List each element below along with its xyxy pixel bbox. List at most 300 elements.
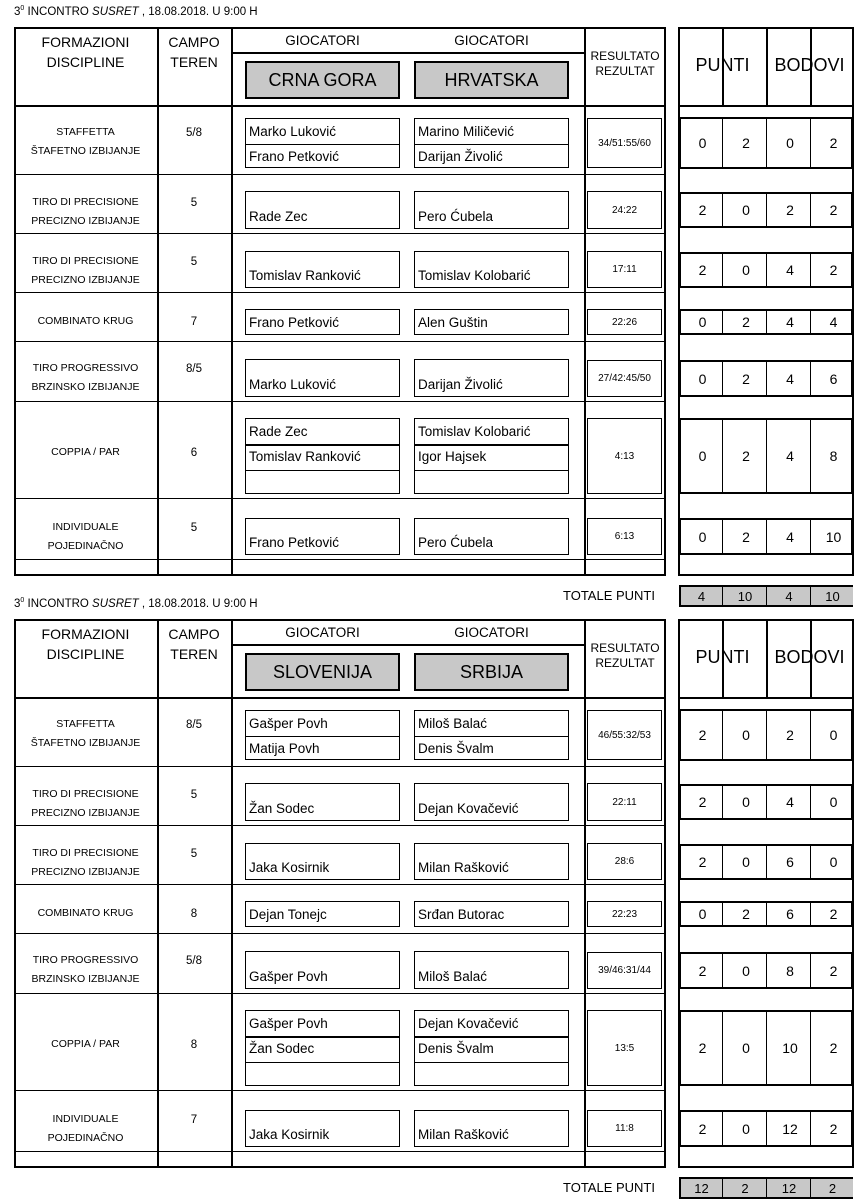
points-cell: 6 xyxy=(786,854,794,870)
points-divider xyxy=(810,711,811,759)
title-italic: SUSRET xyxy=(92,5,139,18)
score-box xyxy=(587,952,662,989)
score-value: 28:6 xyxy=(614,856,635,867)
points-box xyxy=(679,518,853,555)
player-box-a xyxy=(245,191,400,229)
totale-divider xyxy=(722,1179,723,1197)
points-cell: 2 xyxy=(742,135,750,151)
discipline-line-1: TIRO DI PRECISIONE xyxy=(32,255,139,267)
column-divider xyxy=(584,619,586,1168)
player-box-a xyxy=(245,951,400,989)
player-name: Marko Luković xyxy=(249,124,337,139)
campo-header xyxy=(157,32,231,72)
points-divider xyxy=(722,954,723,987)
campo-value: 5 xyxy=(190,255,198,268)
discipline-line-1: STAFFETTA xyxy=(56,718,115,730)
header-divider xyxy=(14,105,666,107)
points-divider xyxy=(766,362,767,395)
title-superscript: 0 xyxy=(20,5,25,12)
campo-value: 5 xyxy=(190,788,198,801)
row-separator xyxy=(14,292,666,293)
campo-value: 6 xyxy=(190,446,198,459)
player-divider xyxy=(415,736,568,737)
points-box xyxy=(679,784,853,820)
row-separator xyxy=(14,1151,666,1152)
points-cell: 2 xyxy=(698,794,707,810)
column-divider xyxy=(157,27,159,576)
points-cell: 8 xyxy=(829,448,838,464)
player-name: Gašper Povh xyxy=(249,716,328,731)
points-divider xyxy=(766,119,767,167)
points-divider xyxy=(810,1012,811,1084)
teren-label: TEREN xyxy=(170,54,218,70)
campo-label: CAMPO xyxy=(168,34,220,50)
section-title xyxy=(14,5,258,18)
player-name: Žan Sodec xyxy=(249,1041,315,1057)
points-divider xyxy=(766,846,767,878)
player-name: Milan Rašković xyxy=(418,859,509,875)
row-separator xyxy=(14,825,666,826)
player-divider xyxy=(246,736,399,737)
player-box-b xyxy=(414,783,569,821)
points-cell: 2 xyxy=(829,262,838,278)
player-box-a xyxy=(245,118,400,168)
row-separator xyxy=(14,233,666,234)
totale-cell: 2 xyxy=(724,1179,766,1197)
score-box xyxy=(587,251,662,288)
title-text: INCONTRO xyxy=(24,5,93,18)
score-value: 22:23 xyxy=(611,908,638,920)
discipline-label: DISCIPLINE xyxy=(46,646,125,662)
row-separator xyxy=(14,884,666,885)
score-value: 46/55:32/53 xyxy=(598,729,651,741)
formazioni-label: FORMAZIONI xyxy=(41,34,130,50)
player-divider xyxy=(415,444,568,445)
score-value: 11:8 xyxy=(615,1123,634,1134)
formazioni-header xyxy=(14,32,157,72)
score-value: 17:11 xyxy=(612,264,637,275)
discipline-cell xyxy=(14,193,157,231)
title-superscript: 0 xyxy=(20,597,25,604)
player-name: Rade Zec xyxy=(249,208,308,224)
campo-value: 8 xyxy=(190,1038,198,1051)
points-box xyxy=(679,117,853,169)
points-cell: 0 xyxy=(742,1120,750,1137)
header-divider xyxy=(678,105,854,107)
points-box xyxy=(679,709,853,761)
totale-label: TOTALE PUNTI xyxy=(563,588,655,603)
section-title xyxy=(14,597,258,610)
points-cell: 2 xyxy=(698,202,707,218)
points-divider xyxy=(722,311,723,333)
points-cell: 0 xyxy=(698,906,707,922)
discipline-line-1: TIRO DI PRECISIONE xyxy=(32,788,139,800)
player-divider xyxy=(246,444,399,445)
points-cell: 4 xyxy=(786,370,794,387)
match-section xyxy=(0,592,859,1196)
points-divider xyxy=(810,1112,811,1145)
player-divider xyxy=(246,470,399,471)
discipline-line-2: PRECIZNO IZBIJANJE xyxy=(31,215,140,227)
campo-value: 5 xyxy=(190,521,198,534)
title-text: INCONTRO xyxy=(24,597,93,610)
points-box xyxy=(679,192,853,228)
points-cell: 0 xyxy=(742,794,750,810)
player-box-b xyxy=(414,1110,569,1147)
points-box xyxy=(679,952,853,989)
score-box xyxy=(587,518,662,555)
score-value: 22:26 xyxy=(611,316,638,328)
player-name: Tomislav Ranković xyxy=(249,449,361,465)
discipline-cell xyxy=(14,312,157,331)
player-name: Matija Povh xyxy=(249,741,320,756)
punti-header: PUNTI xyxy=(695,646,750,667)
points-cell: 0 xyxy=(742,727,750,743)
points-divider xyxy=(722,420,723,492)
points-cell: 2 xyxy=(829,906,838,922)
team-a-name: CRNA GORA xyxy=(245,61,400,99)
row-separator xyxy=(14,1090,666,1091)
campo-label: CAMPO xyxy=(168,626,220,642)
points-divider xyxy=(722,520,723,553)
points-cell: 4 xyxy=(786,448,794,464)
player-name: Denis Švalm xyxy=(418,741,494,756)
discipline-cell xyxy=(14,715,157,753)
formazioni-label: FORMAZIONI xyxy=(41,626,130,642)
points-cell: 2 xyxy=(829,1040,838,1056)
campo-header xyxy=(157,624,231,664)
points-divider xyxy=(766,520,767,553)
discipline-cell xyxy=(14,359,157,397)
points-cell: 2 xyxy=(698,854,707,870)
player-name: Miloš Balać xyxy=(418,716,488,731)
player-name: Dejan Kovačević xyxy=(418,1016,519,1032)
score-box xyxy=(587,360,662,397)
player-name: Gašper Povh xyxy=(249,1016,328,1032)
player-name: Srđan Butorac xyxy=(418,906,505,922)
points-divider xyxy=(766,786,767,818)
player-name: Marino Miličević xyxy=(418,124,515,139)
header-divider xyxy=(678,697,854,699)
campo-value: 8/5 xyxy=(186,362,202,375)
rezultat-label: REZULTAT xyxy=(595,656,655,670)
points-divider xyxy=(722,194,723,226)
points-cell: 2 xyxy=(698,962,707,979)
points-box xyxy=(679,844,853,880)
points-cell: 0 xyxy=(698,135,707,151)
points-divider xyxy=(810,362,811,395)
points-cell: 0 xyxy=(829,854,838,870)
discipline-line-2: PRECIZNO IZBIJANJE xyxy=(31,866,140,878)
player-box-b xyxy=(414,309,569,335)
discipline-line-1: COPPIA / PAR xyxy=(51,1038,120,1050)
bodovi-header: BODOVI xyxy=(774,646,845,667)
discipline-cell xyxy=(14,443,157,462)
points-divider xyxy=(810,194,811,226)
points-cell: 0 xyxy=(698,528,707,545)
discipline-cell xyxy=(14,123,157,161)
resultato-header xyxy=(584,49,666,79)
giocatori-b-label: GIOCATORI xyxy=(454,625,529,640)
points-cell: 10 xyxy=(825,528,842,545)
player-divider xyxy=(415,144,568,145)
points-cell: 2 xyxy=(742,528,750,545)
discipline-line-2: ŠTAFETNO IZBIJANJE xyxy=(30,145,141,157)
points-divider xyxy=(722,786,723,818)
points-cell: 2 xyxy=(829,1120,838,1137)
row-separator xyxy=(14,174,666,175)
discipline-cell xyxy=(14,951,157,989)
player-name: Milan Rašković xyxy=(418,1126,509,1142)
discipline-line-2: ŠTAFETNO IZBIJANJE xyxy=(30,737,141,749)
player-box-b xyxy=(414,359,569,397)
row-separator xyxy=(14,341,666,342)
giocatori-a-label: GIOCATORI xyxy=(285,625,360,640)
points-divider xyxy=(766,420,767,492)
points-box xyxy=(679,1110,853,1147)
points-cell: 2 xyxy=(786,727,794,743)
player-divider xyxy=(415,1036,568,1037)
points-divider xyxy=(810,254,811,286)
points-cell: 4 xyxy=(829,314,838,330)
points-divider xyxy=(766,903,767,925)
score-value: 4:13 xyxy=(614,450,635,462)
totale-cell: 4 xyxy=(681,587,722,605)
player-divider xyxy=(246,1062,399,1063)
points-cell: 0 xyxy=(742,202,750,218)
player-name: Gašper Povh xyxy=(249,968,328,984)
player-name: Pero Ćubela xyxy=(418,208,494,224)
player-box-b xyxy=(414,951,569,989)
points-cell: 2 xyxy=(698,1120,707,1137)
points-cell: 8 xyxy=(786,962,794,979)
player-divider xyxy=(246,144,399,145)
points-cell: 6 xyxy=(786,906,794,922)
points-cell: 2 xyxy=(698,1040,707,1056)
points-cell: 2 xyxy=(786,202,794,218)
points-cell: 2 xyxy=(829,202,838,218)
points-divider xyxy=(810,420,811,492)
points-cell: 0 xyxy=(829,794,838,810)
row-separator xyxy=(14,498,666,499)
score-box xyxy=(587,710,662,760)
player-name xyxy=(246,1062,399,1087)
player-box-b xyxy=(414,843,569,880)
points-cell: 0 xyxy=(698,448,707,464)
formazioni-header xyxy=(14,624,157,664)
title-date: , 18.08.2018. U 9:00 H xyxy=(138,597,258,610)
points-cell: 2 xyxy=(742,314,750,330)
player-name: Alen Guštin xyxy=(418,314,488,330)
player-box-b xyxy=(414,901,569,927)
player-box-b xyxy=(414,118,569,168)
player-name: Frano Petković xyxy=(249,149,340,164)
giocatori-divider xyxy=(231,52,584,54)
player-box-a xyxy=(245,1110,400,1147)
discipline-cell xyxy=(14,844,157,882)
column-divider xyxy=(231,27,233,576)
points-box xyxy=(679,1010,853,1086)
score-value: 6:13 xyxy=(614,531,635,542)
totale-box xyxy=(679,1177,853,1199)
player-name: Jaka Kosirnik xyxy=(249,859,330,875)
campo-value: 5/8 xyxy=(186,126,202,139)
discipline-line-2: BRZINSKO IZBIJANJE xyxy=(31,973,140,985)
resultato-header xyxy=(584,641,666,671)
giocatori-divider xyxy=(231,644,584,646)
points-cell: 2 xyxy=(698,262,707,278)
column-divider xyxy=(231,619,233,1168)
discipline-cell xyxy=(14,904,157,923)
player-box-a xyxy=(245,710,400,760)
player-box-b xyxy=(414,251,569,288)
punti-header: PUNTI xyxy=(695,54,750,75)
player-box-a xyxy=(245,783,400,821)
team-b-name: HRVATSKA xyxy=(414,61,569,99)
player-name: Miloš Balać xyxy=(418,968,488,984)
points-cell: 4 xyxy=(786,528,794,545)
totale-divider xyxy=(766,1179,767,1197)
discipline-line-2: POJEDINAČNO xyxy=(47,540,124,552)
player-name: Tomislav Kolobarić xyxy=(418,424,531,440)
discipline-line-2: PRECIZNO IZBIJANJE xyxy=(31,274,140,286)
score-box xyxy=(587,118,662,168)
discipline-line-1: COMBINATO KRUG xyxy=(37,907,134,919)
points-cell: 2 xyxy=(829,135,838,151)
discipline-line-1: TIRO PROGRESSIVO xyxy=(32,954,139,966)
discipline-cell xyxy=(14,1035,157,1054)
team-b-name: SRBIJA xyxy=(414,653,569,691)
score-box xyxy=(587,843,662,880)
points-divider xyxy=(766,711,767,759)
points-cell: 10 xyxy=(782,1040,798,1056)
player-divider xyxy=(415,470,568,471)
points-box xyxy=(679,901,853,927)
player-name: Tomislav Kolobarić xyxy=(418,267,531,283)
points-divider xyxy=(722,1112,723,1145)
totale-label: TOTALE PUNTI xyxy=(563,1180,655,1195)
points-cell: 4 xyxy=(786,314,794,330)
score-value: 24:22 xyxy=(611,204,638,216)
campo-value: 7 xyxy=(190,315,198,328)
player-name: Tomislav Ranković xyxy=(249,267,361,283)
points-divider xyxy=(722,1012,723,1084)
totale-cell: 4 xyxy=(768,587,810,605)
score-value: 34/51:55/60 xyxy=(598,137,651,149)
points-cell: 0 xyxy=(786,135,794,151)
score-value: 22:11 xyxy=(612,796,637,808)
player-box-b xyxy=(414,191,569,229)
points-cell: 0 xyxy=(742,854,750,870)
points-cell: 0 xyxy=(742,962,750,979)
points-cell: 0 xyxy=(698,370,707,387)
discipline-label: DISCIPLINE xyxy=(46,54,125,70)
row-separator xyxy=(14,933,666,934)
score-box xyxy=(587,783,662,821)
points-cell: 0 xyxy=(829,727,838,743)
campo-value: 5 xyxy=(190,196,198,209)
points-divider xyxy=(810,954,811,987)
points-cell: 0 xyxy=(698,314,707,330)
column-divider xyxy=(584,27,586,576)
score-box xyxy=(587,1010,662,1086)
points-divider xyxy=(722,362,723,395)
points-cell: 6 xyxy=(829,370,838,387)
points-cell: 0 xyxy=(742,262,750,278)
points-cell: 2 xyxy=(698,727,707,743)
discipline-cell xyxy=(14,785,157,823)
giocatori-a-label: GIOCATORI xyxy=(285,33,360,48)
discipline-line-1: COMBINATO KRUG xyxy=(37,315,134,327)
player-box-a xyxy=(245,418,400,494)
points-box xyxy=(679,360,853,397)
player-box-a xyxy=(245,518,400,555)
player-name: Frano Petković xyxy=(249,534,340,550)
totale-cell: 10 xyxy=(812,587,853,605)
points-divider xyxy=(810,119,811,167)
points-cell: 4 xyxy=(786,794,794,810)
player-name: Rade Zec xyxy=(249,424,308,440)
row-separator xyxy=(14,559,666,560)
discipline-line-1: INDIVIDUALE xyxy=(52,521,119,533)
player-name: Dejan Kovačević xyxy=(418,800,519,816)
discipline-line-1: TIRO DI PRECISIONE xyxy=(32,196,139,208)
rezultat-label: REZULTAT xyxy=(595,64,655,78)
score-box xyxy=(587,418,662,494)
score-box xyxy=(587,309,662,335)
player-name: Marko Luković xyxy=(249,376,337,392)
player-name: Igor Hajsek xyxy=(418,449,487,465)
discipline-line-2: BRZINSKO IZBIJANJE xyxy=(31,381,140,393)
title-number: 3 xyxy=(14,597,21,610)
score-value: 27/42:45/50 xyxy=(598,373,651,384)
points-divider xyxy=(766,194,767,226)
player-box-b xyxy=(414,1010,569,1086)
discipline-line-2: PRECIZNO IZBIJANJE xyxy=(31,807,140,819)
row-separator xyxy=(14,401,666,402)
title-number: 3 xyxy=(14,5,21,18)
player-name xyxy=(415,470,568,495)
resultato-label: RESULTATO xyxy=(590,641,660,655)
points-divider xyxy=(766,254,767,286)
points-divider xyxy=(766,311,767,333)
discipline-line-1: TIRO PROGRESSIVO xyxy=(32,362,139,374)
player-name: Žan Sodec xyxy=(249,800,315,816)
points-divider xyxy=(722,846,723,878)
points-divider xyxy=(722,903,723,925)
points-divider xyxy=(766,1112,767,1145)
totale-cell: 12 xyxy=(681,1179,722,1197)
points-cell: 2 xyxy=(742,448,750,464)
player-name: Darijan Živolić xyxy=(418,149,503,164)
discipline-line-1: INDIVIDUALE xyxy=(52,1113,119,1125)
discipline-line-1: STAFFETTA xyxy=(56,126,115,138)
points-box xyxy=(679,252,853,288)
totale-cell: 10 xyxy=(724,587,766,605)
player-name: Dejan Tonejc xyxy=(249,906,327,922)
points-cell: 12 xyxy=(782,1120,798,1137)
player-box-a xyxy=(245,1010,400,1086)
campo-value: 8 xyxy=(190,907,198,920)
discipline-line-1: COPPIA / PAR xyxy=(51,446,120,458)
points-divider xyxy=(810,846,811,878)
totale-cell: 2 xyxy=(812,1179,853,1197)
player-name: Frano Petković xyxy=(249,314,340,330)
player-box-a xyxy=(245,251,400,288)
player-divider xyxy=(415,1062,568,1063)
player-divider xyxy=(246,1036,399,1037)
campo-value: 8/5 xyxy=(186,718,202,731)
